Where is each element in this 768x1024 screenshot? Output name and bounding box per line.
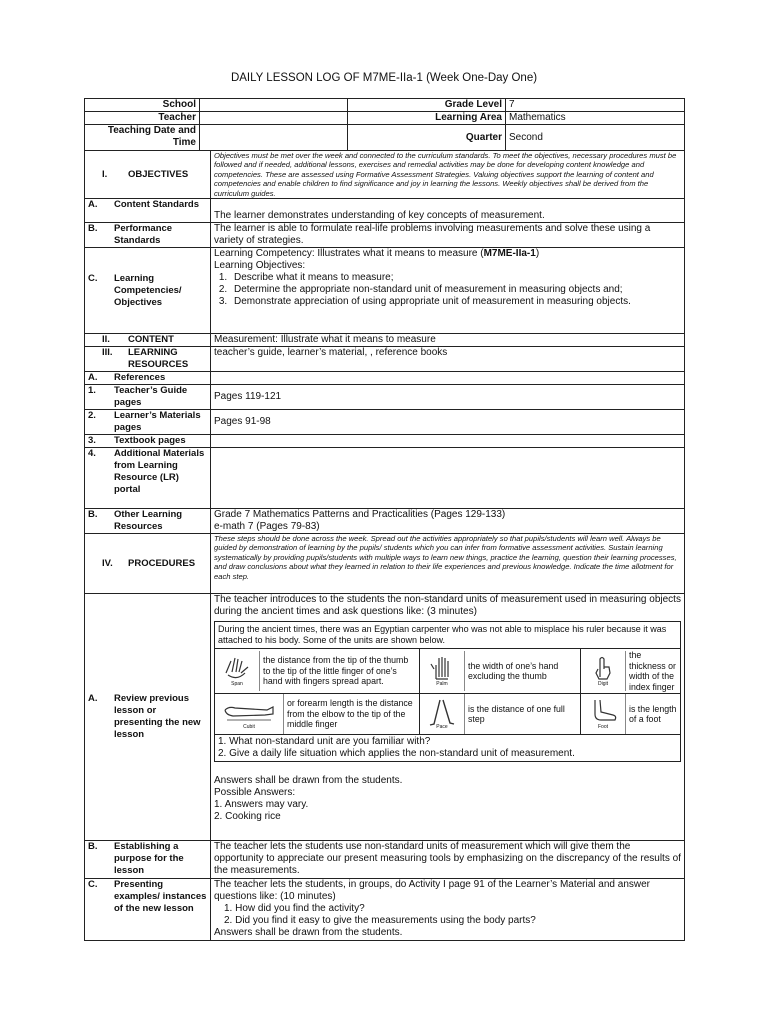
competencies-content (211, 248, 685, 334)
performance-standards-text: The learner is able to formulate real-life problems involving measurements and solve these using a variety of strategies. (211, 223, 685, 248)
grade-level-value: 7 (506, 99, 685, 112)
resources-num: III. (102, 347, 113, 359)
units-box-intro: During the ancient times, there was an Egyptian carpenter who was not able to misplace his ruler because it was attached to his body. Some of the units are shown below. (215, 622, 680, 649)
teachers-guide-pages: Pages 119-121 (211, 385, 685, 410)
references-section (85, 372, 211, 385)
presenting-question: 1. How did you find the activity? (224, 903, 365, 915)
objectives-section (85, 151, 211, 199)
references-value (211, 372, 685, 385)
grade-level-label: Grade Level (348, 99, 506, 112)
learning-area-label: Learning Area (348, 112, 506, 125)
unit-description: or forearm length is the distance from the elbow to the tip of the middle finger (287, 698, 413, 730)
unit-caption: Pace (436, 724, 448, 731)
unit-span (215, 649, 419, 693)
other-resource-item: Grade 7 Mathematics Patterns and Practicalities (Pages 129-133) (214, 509, 506, 521)
cubit-arm-icon (215, 694, 284, 734)
review-num: A. (88, 693, 98, 705)
presenting-answers-note: Answers shall be drawn from the students. (214, 927, 403, 939)
presenting-text: The teacher lets the students, in groups, do Activity I page 91 of the Learner’s Material and answer questions like: (10 minutes) (214, 879, 650, 903)
review-answers-note: Answers shall be drawn from the students. (214, 775, 403, 787)
resources-text: teacher’s guide, learner’s material, , reference books (211, 347, 685, 372)
content-num: II. (102, 334, 110, 346)
header-table (84, 98, 685, 151)
content-text: Measurement: Illustrate what it means to measure (211, 334, 685, 347)
procedures-note: These steps should be done across the week. Spread out the activities appropriately so that pupils/students will learn well. Always be guided by demonstration of learning by the pupils/ students which you can infer from formative assessment activities. Sustain learning systematically by providing pupils/students with multiple ways to learn new things, practice the learning, question their learning processes, and draw conclusions about what they learned in relation to their life experiences and previous knowledge. Indicate the time allotment for each step. (211, 534, 685, 594)
quarter-label: Quarter (348, 125, 506, 151)
possible-answer: 2. Cooking rice (214, 811, 281, 823)
review-question: 1. What non-standard unit are you familiar with? (218, 736, 431, 748)
objective-item: 2. Determine the appropriate non-standard unit of measurement in measuring objects and; (230, 284, 681, 296)
teachers-guide-num: 1. (88, 385, 96, 397)
additional-materials-num: 4. (88, 448, 96, 460)
unit-foot (580, 694, 680, 734)
school-label: School (85, 99, 200, 112)
objectives-label: OBJECTIVES (128, 168, 189, 180)
possible-answers-heading: Possible Answers: (214, 787, 296, 799)
units-row (215, 649, 680, 694)
content-standards-text: The learner demonstrates understanding of key concepts of measurement. (211, 199, 685, 223)
procedures-label: PROCEDURES (128, 557, 196, 569)
other-resources-label: Other Learning Resources (114, 509, 183, 533)
objectives-note: Objectives must be met over the week and connected to the curriculum standards. To meet the objectives, necessary procedures must be followed and if needed, additional lessons, exercises and remedial activities may be done for developing content knowledge and competencies. These are assessed using Formative Assessment Strategies. Valuing objectives support the learning of content and competencies and enable children to find significance and joy in learning the lessons. Weekly objectives shall be derived from the curriculum guides. (211, 151, 685, 199)
unit-description: the distance from the tip of the thumb to the tip of the little finger of one’s hand with fingers spread apart. (263, 655, 409, 687)
establishing-num: B. (88, 841, 98, 853)
objective-item: 3. Demonstrate appreciation of using appropriate unit of measurement in measuring objects. (230, 296, 681, 308)
units-row (215, 694, 680, 735)
teachers-guide-label: Teacher’s Guide pages (114, 385, 188, 409)
learners-materials-section (85, 410, 211, 435)
learning-competency-end: ) (535, 248, 540, 260)
unit-caption: Span (231, 681, 243, 688)
unit-caption: Cubit (243, 724, 255, 731)
foot-icon (581, 694, 626, 734)
review-section (85, 594, 211, 841)
textbook-num: 3. (88, 435, 96, 447)
presenting-num: C. (88, 879, 98, 891)
objectives-num: I. (102, 168, 108, 180)
palm-icon (420, 651, 465, 691)
digit-finger-icon (581, 651, 626, 691)
review-content (211, 594, 685, 841)
textbook-label: Textbook pages (114, 435, 186, 447)
content-label: CONTENT (128, 334, 174, 346)
textbook-value (211, 435, 685, 448)
review-intro: The teacher introduces to the students the non-standard units of measurement used in measuring objects during the ancient times and ask questions like: (3 minutes) (214, 594, 681, 618)
pace-legs-icon (420, 694, 465, 734)
unit-caption: Palm (436, 681, 448, 688)
unit-cubit (215, 694, 419, 734)
performance-standards-label: Performance Standards (114, 223, 173, 247)
references-num: A. (88, 372, 98, 384)
teacher-label: Teacher (85, 112, 200, 125)
performance-standards-num: B. (88, 223, 98, 235)
review-label: Review previous lesson or presenting the new lesson (114, 693, 201, 741)
learners-materials-num: 2. (88, 410, 96, 422)
unit-digit (580, 649, 680, 693)
resources-label: LEARNING RESOURCES (128, 347, 189, 371)
content-standards-section (85, 199, 211, 223)
additional-materials-value (211, 448, 685, 509)
teaching-date-value (200, 125, 348, 151)
other-resource-item: e-math 7 (Pages 79-83) (214, 521, 320, 533)
resources-section (85, 347, 211, 372)
content-standards-label: Content Standards (114, 199, 199, 211)
teacher-value (200, 112, 348, 125)
teachers-guide-section (85, 385, 211, 410)
competencies-section (85, 248, 211, 334)
competencies-label: Learning Competencies/ Objectives (114, 272, 182, 308)
additional-materials-section (85, 448, 211, 509)
unit-pace (419, 694, 580, 734)
establishing-section (85, 841, 211, 879)
procedures-section (85, 534, 211, 594)
learning-area-value: Mathematics (506, 112, 685, 125)
learning-objectives-heading: Learning Objectives: (214, 260, 306, 272)
unit-caption: Foot (597, 724, 608, 731)
content-section (85, 334, 211, 347)
objective-item: 1. Describe what it means to measure; (230, 272, 681, 284)
learners-materials-pages: Pages 91-98 (211, 410, 685, 435)
lesson-log (84, 98, 685, 941)
presenting-question: 2. Did you find it easy to give the measurements using the body parts? (224, 915, 536, 927)
unit-description: is the distance of one full step (468, 703, 565, 725)
competency-code: M7ME-IIa-1 (483, 248, 536, 260)
span-hand-icon (215, 651, 260, 691)
unit-description: the thickness or width of the index finger (629, 650, 676, 692)
content-standards-num: A. (88, 199, 98, 211)
main-table (84, 150, 685, 941)
references-label: References (114, 372, 166, 384)
establishing-label: Establishing a purpose for the lesson (114, 841, 184, 877)
learning-objectives-list (208, 272, 681, 308)
competencies-num: C. (88, 272, 98, 284)
document-title: DAILY LESSON LOG OF M7ME-IIa-1 (Week One-Day One) (230, 72, 538, 84)
review-question: 2. Give a daily life situation which applies the non-standard unit of measurement. (218, 748, 575, 760)
unit-palm (419, 649, 580, 693)
procedures-num: IV. (102, 557, 113, 569)
other-resources-text (211, 509, 685, 534)
quarter-value: Second (506, 125, 685, 151)
establishing-text: The teacher lets the students use non-standard units of measurement which will give them the opportunity to appreciate our present measuring tools by emphasizing on the discrepancy of the results of the measurements. (211, 841, 685, 879)
other-resources-section (85, 509, 211, 534)
additional-materials-label: Additional Materials from Learning Resource (LR) portal (114, 448, 205, 496)
performance-standards-section (85, 223, 211, 248)
presenting-section (85, 879, 211, 941)
other-resources-num: B. (88, 509, 98, 521)
unit-description: the width of one’s hand excluding the thumb (468, 660, 559, 682)
possible-answer: 1. Answers may vary. (214, 799, 309, 811)
presenting-label: Presenting examples/ instances of the new lesson (114, 879, 207, 915)
teaching-date-label: Teaching Date and Time (85, 125, 200, 151)
textbook-section (85, 435, 211, 448)
review-questions (215, 735, 680, 761)
units-box (214, 621, 681, 762)
school-value (200, 99, 348, 112)
presenting-content (211, 879, 685, 941)
learning-competency-text: Learning Competency: Illustrates what it means to measure ( (214, 248, 484, 260)
unit-description: is the length of a foot (629, 703, 677, 725)
unit-caption: Digit (597, 681, 608, 688)
learners-materials-label: Learner’s Materials pages (114, 410, 201, 434)
learning-competency (214, 248, 681, 260)
